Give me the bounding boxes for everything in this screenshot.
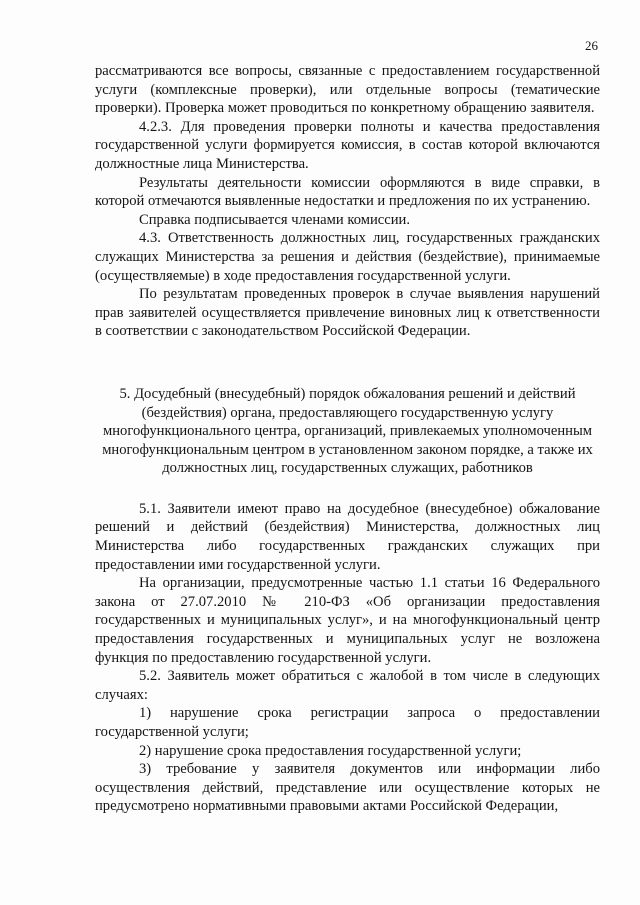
page-number: 26 [585, 38, 598, 53]
paragraph-4-3: 4.3. Ответственность должностных лиц, государственных гражданских служащих Министерства за решения и действия (бездействие), принимаемые (осуществляемые) в ходе предоставления государственной услуги. [95, 230, 600, 284]
document-body [95, 62, 600, 816]
paragraph-violations: По результатам проведенных проверок в случае выявления нарушений прав заявителей осуществляется привлечение виновных лиц к ответственности в соответствии с законодательством Российской Федерации. [95, 286, 600, 340]
paragraph-organizations: На организации, предусмотренные частью 1.1 статьи 16 Федерального закона от 27.07.2010 № 210-ФЗ «Об организации предоставления государственных и муниципальных услуг», и на многофункциональный центр предоставления государственных и муниципальных услуг не возложена функция по предоставлению государственной услуги. [95, 575, 600, 666]
paragraph-4-2-3: 4.2.3. Для проведения проверки полноты и качества предоставления государственной услуги формируется комиссия, в состав которой включаются должностные лица Министерства. [95, 118, 600, 172]
paragraph-continuation: рассматриваются все вопросы, связанные с предоставлением государственной услуги (комплексные проверки), или отдельные вопросы (тематические проверки). Проверка может проводиться по конкретному обращению заявителя. [95, 63, 600, 117]
list-item-3: 3) требование у заявителя документов или информации либо осуществления действий, представление или осуществление которых не предусмотрено нормативными правовыми актами Российской Федерации, [95, 761, 600, 815]
paragraph-commission-results: Результаты деятельности комиссии оформляются в виде справки, в которой отмечаются выявленные недостатки и предложения по их устранению. [95, 174, 600, 210]
section-heading: 5. Досудебный (внесудебный) порядок обжалования решений и действий (бездействия) органа, предоставляющего государственную услугу многофункционального центра, организаций, привлекаемых уполномоченным многофункциональным центром в установленном законом порядке, а также их должностных лиц, государственных служащих, работников [102, 385, 593, 477]
list-item-2: 2) нарушение срока предоставления государственной услуги; [139, 742, 522, 759]
list-item-1: 1) нарушение срока регистрации запроса о предоставлении государственной услуги; [95, 705, 600, 740]
paragraph-report-signing: Справка подписывается членами комиссии. [139, 211, 410, 228]
paragraph-5-2: 5.2. Заявитель может обратиться с жалобой в том числе в следующих случаях: [95, 668, 600, 703]
paragraph-5-1: 5.1. Заявители имеют право на досудебное (внесудебное) обжалование решений и действий (бездействия) Министерства, должностных лиц Министерства либо государственных гражданских служащих при предоставлении ими государственной услуги. [95, 500, 600, 573]
